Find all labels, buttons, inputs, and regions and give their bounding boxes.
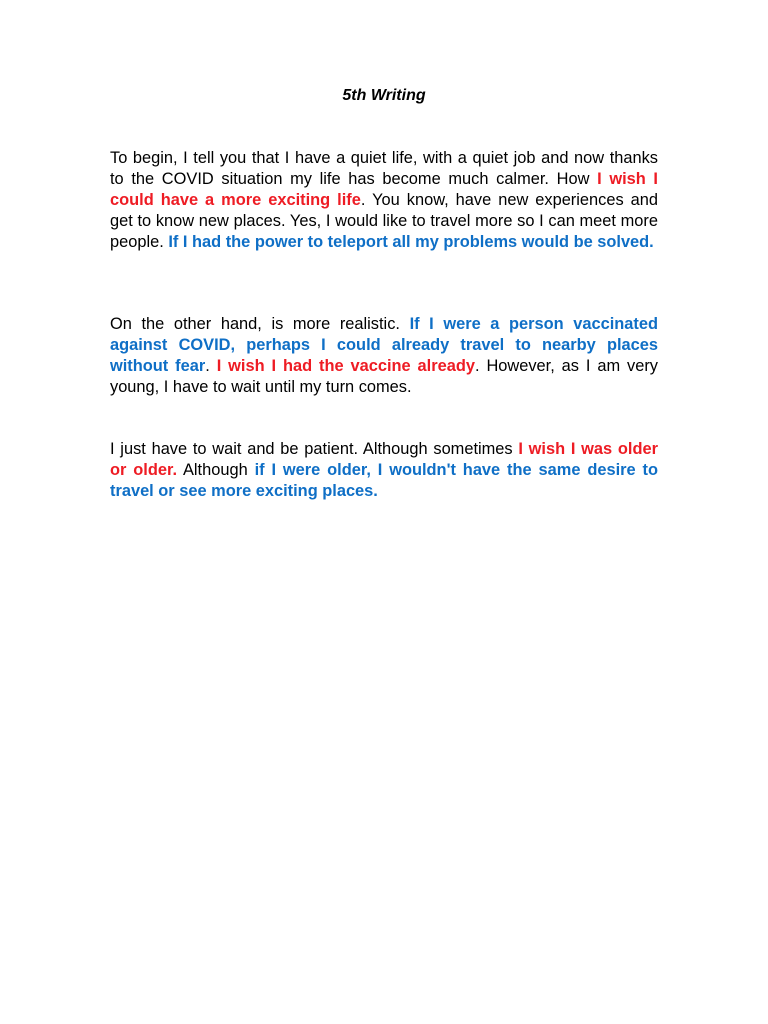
paragraph-2 xyxy=(110,314,658,398)
paragraph-2-text-2: . xyxy=(205,357,217,375)
paragraph-2-text-1: On the other hand, is more realistic. xyxy=(110,315,410,333)
paragraph-2-text-3: . However, as I am very young, I have to wait until my turn comes. xyxy=(110,357,659,396)
paragraph-1-text-1: To begin, I tell you that I have a quiet life, with a quiet job and now thanks to the COVID situation my life has become much calmer. How xyxy=(110,149,658,188)
document-title: 5th Writing xyxy=(342,87,426,104)
paragraph-3 xyxy=(110,439,658,502)
paragraph-3-wish-phrase: I wish I was older or older. xyxy=(110,440,658,479)
paragraph-3-text-2: Although xyxy=(177,461,255,479)
paragraph-1 xyxy=(110,148,658,253)
paragraph-1-wish-phrase: I wish I could have a more exciting life xyxy=(110,170,658,209)
paragraph-2-wish-phrase: I wish I had the vaccine already xyxy=(216,357,475,375)
paragraph-1-text-2: . You know, have new experiences and get to know new places. Yes, I would like to travel more so I can meet more people. xyxy=(110,191,658,251)
paragraph-2-conditional-phrase: If I were a person vaccinated against COVID, perhaps I could already travel to nearby places without fear xyxy=(110,315,659,375)
paragraph-3-conditional-phrase: if I were older, I wouldn't have the same desire to travel or see more exciting places. xyxy=(110,461,658,500)
paragraph-1-conditional-phrase: If I had the power to teleport all my problems would be solved. xyxy=(168,233,654,251)
paragraph-3-text-1: I just have to wait and be patient. Although sometimes xyxy=(110,440,519,458)
